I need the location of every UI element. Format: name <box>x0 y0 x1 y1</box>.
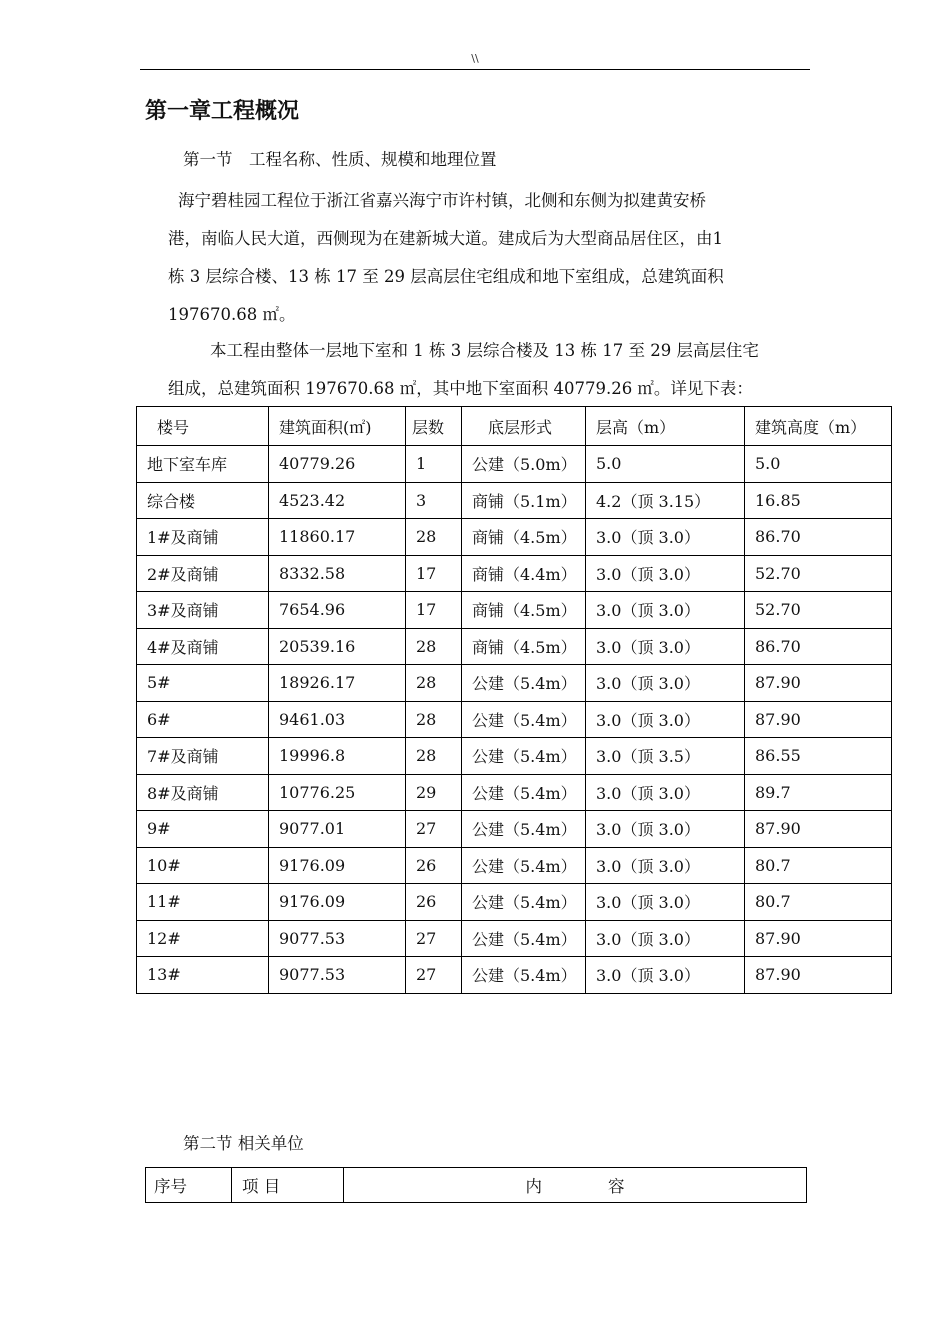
page-header-mark: \\ <box>471 52 479 65</box>
table-cell: 27 <box>406 811 462 848</box>
table-cell: 17 <box>406 555 462 592</box>
table-cell: 公建（5.4m） <box>462 738 586 775</box>
table-row <box>137 920 892 957</box>
table-cell: 商铺（4.5m） <box>462 628 586 665</box>
table-row <box>137 774 892 811</box>
table-cell: 公建（5.4m） <box>462 701 586 738</box>
table-cell: 40779.26 <box>269 446 406 483</box>
table-cell: 6# <box>137 701 269 738</box>
paragraph-line: 栋 3 层综合楼、13 栋 17 至 29 层高层住宅组成和地下室组成，总建筑面积 <box>168 267 724 286</box>
table-cell: 86.55 <box>745 738 892 775</box>
paragraph-line: 海宁碧桂园工程位于浙江省嘉兴海宁市许村镇，北侧和东侧为拟建黄安桥 <box>178 191 706 210</box>
table-cell: 地下室车库 <box>137 446 269 483</box>
table-cell: 12# <box>137 920 269 957</box>
table-cell: 公建（5.4m） <box>462 774 586 811</box>
table-cell: 5.0 <box>586 446 745 483</box>
header-floor-height: 层高（m） <box>586 407 745 446</box>
table-cell: 87.90 <box>745 665 892 702</box>
paragraph-line: 组成，总建筑面积 197670.68 ㎡，其中地下室面积 40779.26 ㎡。详见下表： <box>168 379 753 398</box>
table-cell: 52.70 <box>745 592 892 629</box>
table-cell: 9077.53 <box>269 957 406 994</box>
section1-title: 第一节 工程名称、性质、规模和地理位置 <box>183 150 497 169</box>
table-cell: 87.90 <box>745 957 892 994</box>
table-cell: 28 <box>406 701 462 738</box>
header-item: 项 目 <box>232 1168 344 1203</box>
building-table <box>136 406 892 994</box>
table-cell: 9176.09 <box>269 847 406 884</box>
table-cell: 公建（5.4m） <box>462 665 586 702</box>
table-cell: 3.0（顶 3.0） <box>586 957 745 994</box>
table-cell: 公建（5.0m） <box>462 446 586 483</box>
table-cell: 29 <box>406 774 462 811</box>
table-cell: 3.0（顶 3.0） <box>586 592 745 629</box>
table-cell: 28 <box>406 519 462 556</box>
table-row <box>137 519 892 556</box>
header-rule <box>140 69 810 70</box>
paragraph-line: 本工程由整体一层地下室和 1 栋 3 层综合楼及 13 栋 17 至 29 层高层住宅 <box>210 341 759 360</box>
table-cell: 87.90 <box>745 920 892 957</box>
table-cell: 87.90 <box>745 701 892 738</box>
table-cell: 10776.25 <box>269 774 406 811</box>
table-cell: 16.85 <box>745 482 892 519</box>
header-content: 内 容 <box>344 1168 807 1203</box>
table-cell: 8#及商铺 <box>137 774 269 811</box>
table-cell: 3.0（顶 3.0） <box>586 774 745 811</box>
table-cell: 8332.58 <box>269 555 406 592</box>
table-cell: 9077.53 <box>269 920 406 957</box>
table-cell: 11# <box>137 884 269 921</box>
table-cell: 5.0 <box>745 446 892 483</box>
table-cell: 26 <box>406 847 462 884</box>
header-building-height: 建筑高度（m） <box>745 407 892 446</box>
table-cell: 89.7 <box>745 774 892 811</box>
chapter-title: 第一章工程概况 <box>145 99 300 124</box>
table-cell: 3.0（顶 3.0） <box>586 701 745 738</box>
table-cell: 11860.17 <box>269 519 406 556</box>
header-floors: 层数 <box>406 407 462 446</box>
table-cell: 3.0（顶 3.0） <box>586 811 745 848</box>
table-row <box>137 555 892 592</box>
table-cell: 80.7 <box>745 847 892 884</box>
table-cell: 80.7 <box>745 884 892 921</box>
table-cell: 3.0（顶 3.0） <box>586 555 745 592</box>
table-header-row <box>137 407 892 446</box>
header-building-no: 楼号 <box>137 407 269 446</box>
table-cell: 商铺（4.5m） <box>462 592 586 629</box>
table-cell: 2#及商铺 <box>137 555 269 592</box>
table-cell: 27 <box>406 957 462 994</box>
paragraph-location <box>168 182 808 334</box>
table-cell: 公建（5.4m） <box>462 811 586 848</box>
header-serial: 序号 <box>146 1168 232 1203</box>
paragraph-composition <box>168 332 808 408</box>
table-cell: 13# <box>137 957 269 994</box>
table-cell: 3.0（顶 3.0） <box>586 628 745 665</box>
table-cell: 20539.16 <box>269 628 406 665</box>
table-cell: 26 <box>406 884 462 921</box>
table-cell: 4.2（顶 3.15） <box>586 482 745 519</box>
table-cell: 4523.42 <box>269 482 406 519</box>
table-cell: 19996.8 <box>269 738 406 775</box>
paragraph-line: 197670.68 ㎡。 <box>168 305 296 324</box>
header-area: 建筑面积(㎡) <box>269 407 406 446</box>
table-cell: 1 <box>406 446 462 483</box>
table-cell: 3.0（顶 3.0） <box>586 519 745 556</box>
table-cell: 9077.01 <box>269 811 406 848</box>
table-cell: 商铺（5.1m） <box>462 482 586 519</box>
table-cell: 公建（5.4m） <box>462 957 586 994</box>
section2-title: 第二节 相关单位 <box>183 1134 304 1153</box>
table-cell: 10# <box>137 847 269 884</box>
table-cell: 7654.96 <box>269 592 406 629</box>
table-row <box>137 957 892 994</box>
table-row <box>137 884 892 921</box>
table-cell: 17 <box>406 592 462 629</box>
table-cell: 综合楼 <box>137 482 269 519</box>
table-header-row <box>146 1168 807 1203</box>
table-cell: 3.0（顶 3.0） <box>586 920 745 957</box>
table-cell: 28 <box>406 665 462 702</box>
table-cell: 28 <box>406 628 462 665</box>
table-cell: 1#及商铺 <box>137 519 269 556</box>
table-row <box>137 701 892 738</box>
table-cell: 9461.03 <box>269 701 406 738</box>
table-cell: 27 <box>406 920 462 957</box>
table-cell: 86.70 <box>745 519 892 556</box>
header-ground-floor-type: 底层形式 <box>462 407 586 446</box>
table-row <box>137 665 892 702</box>
table-row <box>137 628 892 665</box>
table-cell: 7#及商铺 <box>137 738 269 775</box>
table-cell: 87.90 <box>745 811 892 848</box>
table-cell: 86.70 <box>745 628 892 665</box>
table-cell: 4#及商铺 <box>137 628 269 665</box>
units-table <box>145 1167 807 1203</box>
table-row <box>137 446 892 483</box>
table-cell: 28 <box>406 738 462 775</box>
table-row <box>137 847 892 884</box>
table-cell: 3.0（顶 3.5） <box>586 738 745 775</box>
table-cell: 52.70 <box>745 555 892 592</box>
table-cell: 9176.09 <box>269 884 406 921</box>
paragraph-line: 港，南临人民大道，西侧现为在建新城大道。建成后为大型商品居住区，由1 <box>168 229 723 248</box>
table-row <box>137 592 892 629</box>
table-cell: 9# <box>137 811 269 848</box>
table-cell: 3.0（顶 3.0） <box>586 847 745 884</box>
table-cell: 3.0（顶 3.0） <box>586 665 745 702</box>
table-cell: 5# <box>137 665 269 702</box>
table-cell: 3#及商铺 <box>137 592 269 629</box>
table-cell: 商铺（4.4m） <box>462 555 586 592</box>
table-cell: 18926.17 <box>269 665 406 702</box>
table-cell: 公建（5.4m） <box>462 920 586 957</box>
table-row <box>137 811 892 848</box>
table-cell: 商铺（4.5m） <box>462 519 586 556</box>
table-cell: 公建（5.4m） <box>462 884 586 921</box>
table-row <box>137 738 892 775</box>
table-cell: 公建（5.4m） <box>462 847 586 884</box>
table-row <box>137 482 892 519</box>
table-cell: 3 <box>406 482 462 519</box>
table-cell: 3.0（顶 3.0） <box>586 884 745 921</box>
